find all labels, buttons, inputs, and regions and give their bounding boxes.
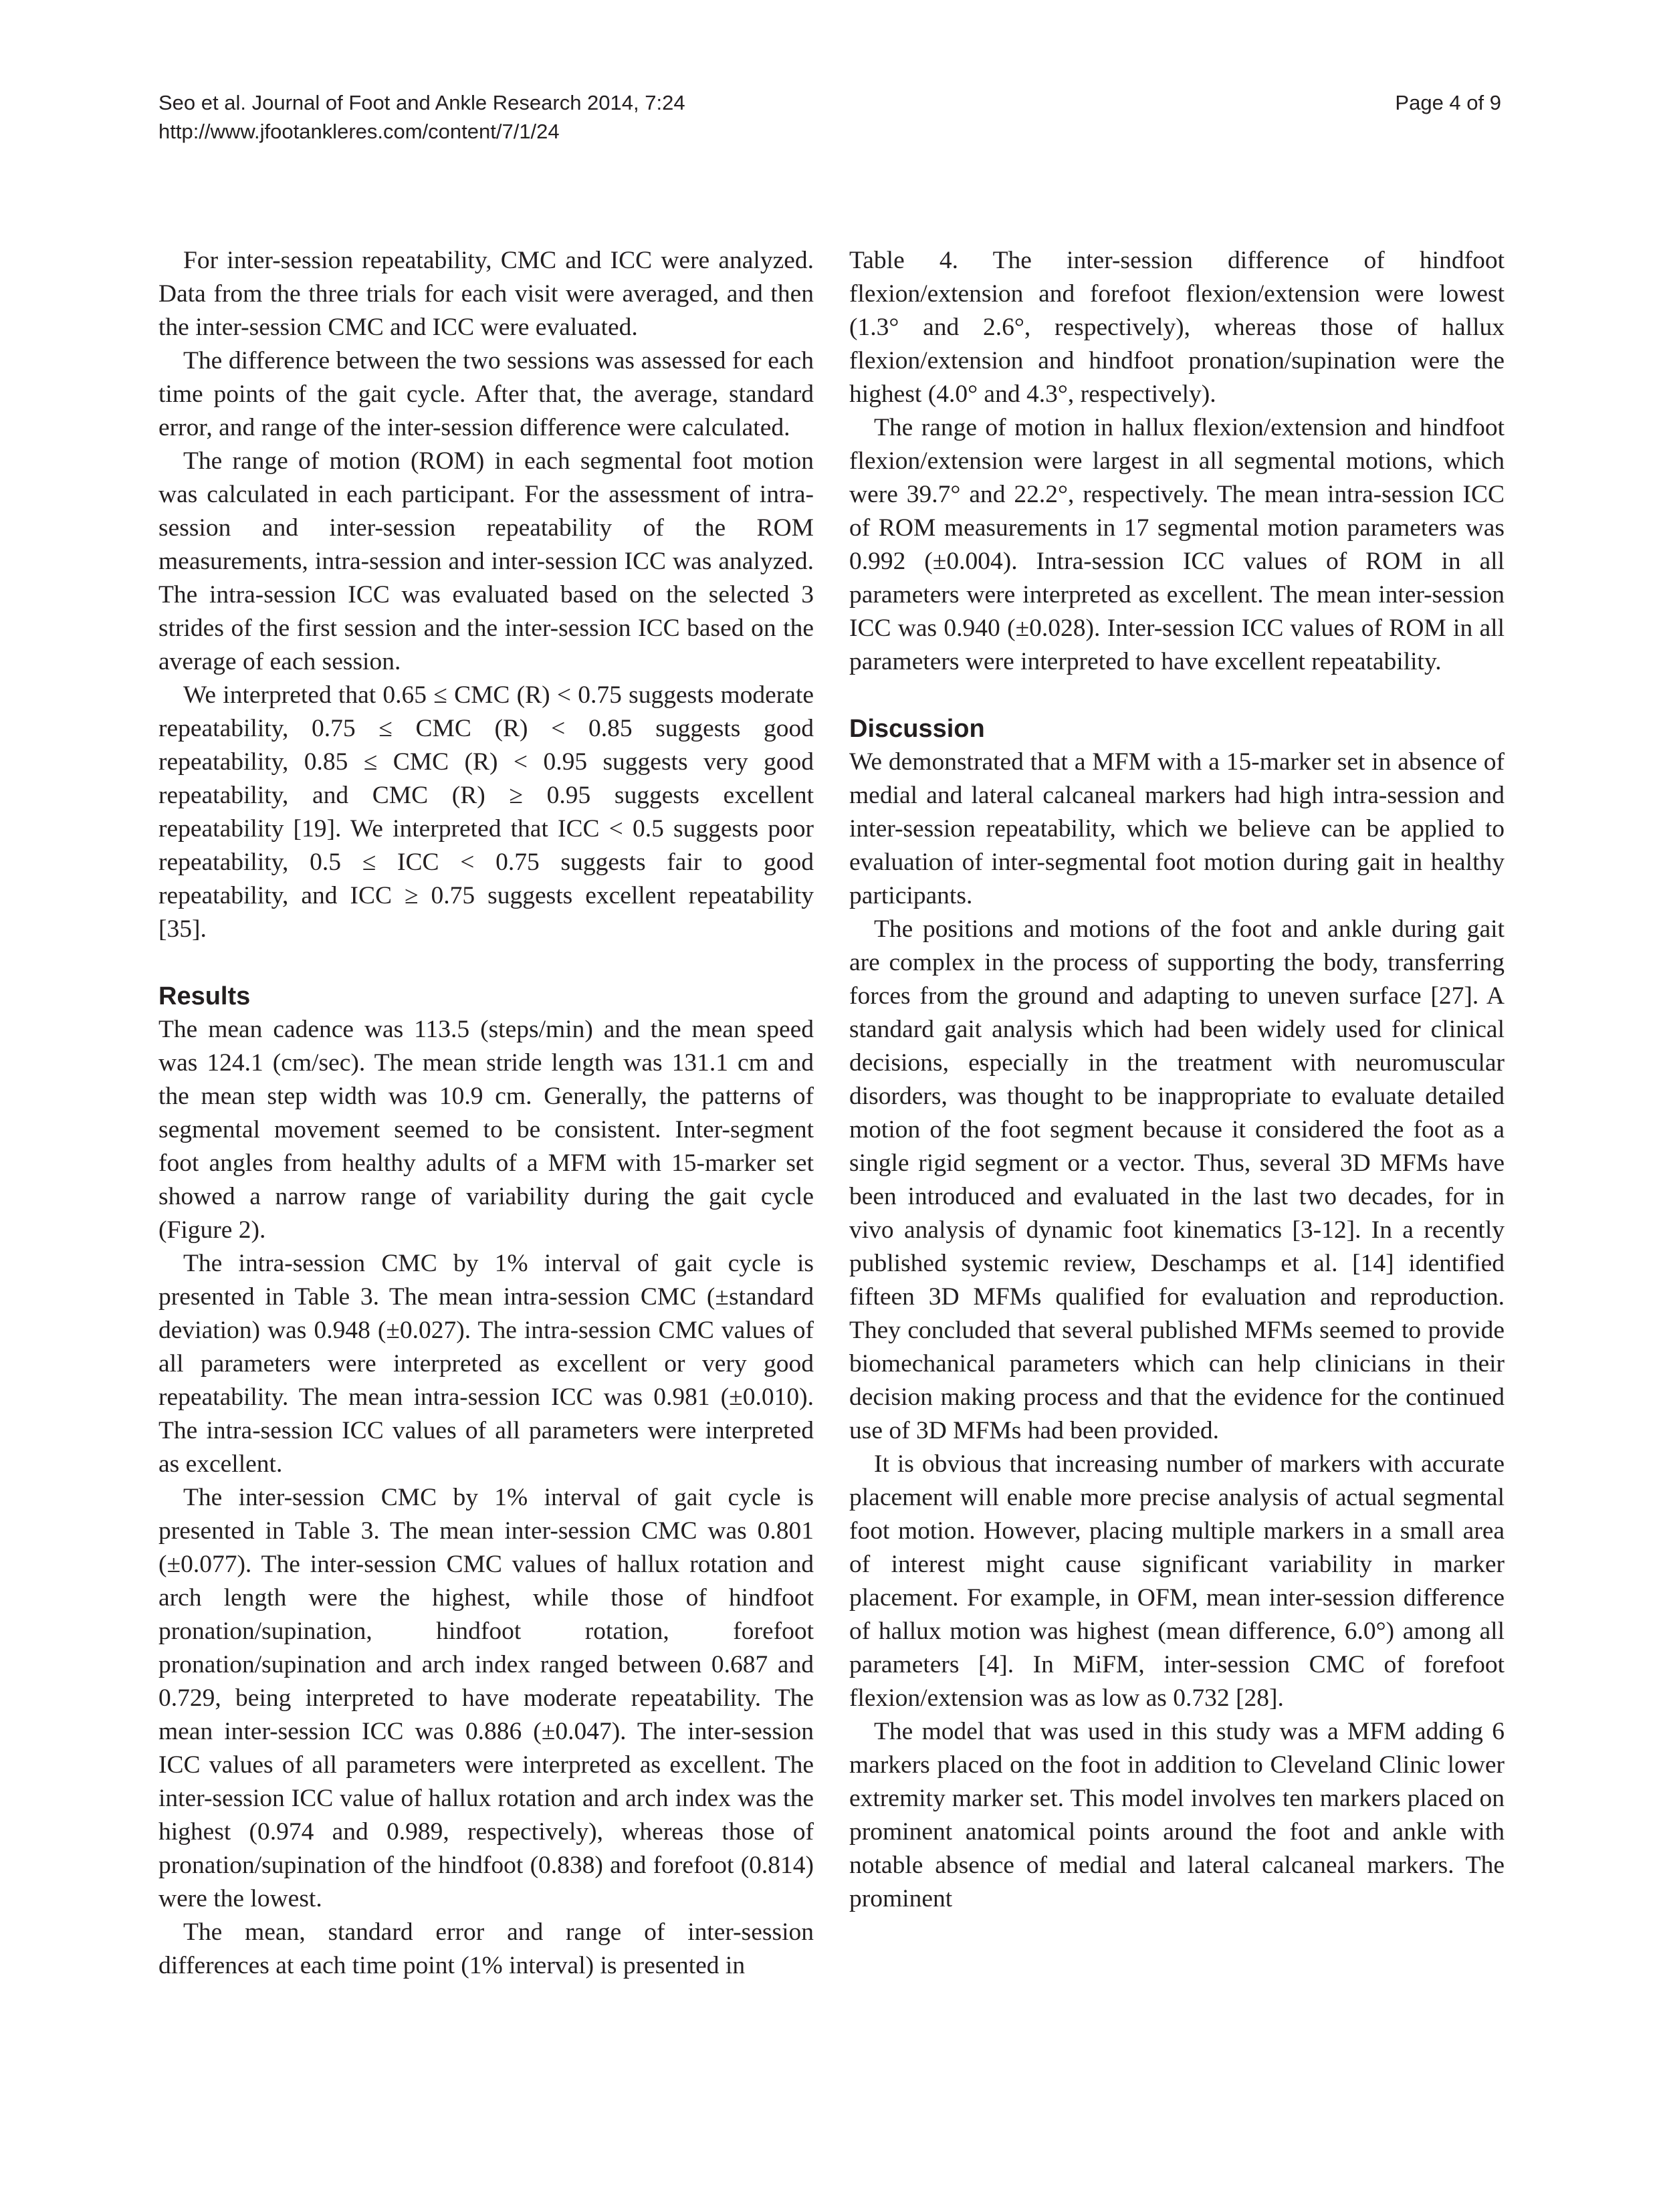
discussion-heading: Discussion bbox=[849, 715, 985, 743]
paragraph-discussion-summary: We demonstrated that a MFM with a 15-marker set in absence of medial and lateral calcaneal markers had high intra-session and inter-session repeatability, which we believe can be applied to evaluation of inter-segmental foot motion during gait in healthy participants. bbox=[849, 748, 1505, 909]
paragraph-session-difference: The difference between the two sessions was assessed for each time points of the gait cycle. After that, the average, standard error, and range of the inter-session difference were calculated. bbox=[158, 347, 814, 441]
results-heading: Results bbox=[158, 982, 251, 1010]
paragraph-results-cadence: The mean cadence was 113.5 (steps/min) and the mean speed was 124.1 (cm/sec). The mean stride length was 131.1 cm and the mean step width was 10.9 cm. Generally, the patterns of segmental movement seemed to be consistent. Inter-segment foot angles from healthy adults of a MFM with 15-marker set showed a narrow range of variability during the gait cycle (Figure 2). bbox=[158, 1016, 814, 1244]
journal-citation: Seo et al. Journal of Foot and Ankle Research 2014, 7:24 bbox=[158, 91, 685, 114]
right-column bbox=[849, 244, 1505, 1916]
left-column bbox=[158, 244, 814, 1983]
paragraph-results-inter-session: The inter-session CMC by 1% interval of gait cycle is presented in Table 3. The mean inter-session CMC was 0.801 (±0.077). The inter-session CMC values of hallux rotation and arch length were the highest, while those of hindfoot pronation/supination, hindfoot rotation, forefoot pronation/supination and arch index ranged between 0.687 and 0.729, being interpreted to have moderate repeatability. The mean inter-session ICC was 0.886 (±0.047). The inter-session ICC values of all parameters were interpreted as excellent. The inter-session ICC value of hallux rotation and arch index was the highest (0.974 and 0.989, respectively), whereas those of pronation/supination of the hindfoot (0.838) and forefoot (0.814) were the lowest. bbox=[158, 1484, 814, 1912]
section-gap bbox=[158, 946, 814, 980]
paragraph-rom: The range of motion (ROM) in each segmental foot motion was calculated in each participant. For the assessment of intra-session and inter-session repeatability of the ROM measurements, intra-session and inter-session ICC was analyzed. The intra-session ICC was evaluated based on the selected 3 strides of the first session and the inter-session ICC based on the average of each session. bbox=[158, 447, 814, 675]
paragraph-interpretation: We interpreted that 0.65 ≤ CMC (R) < 0.75 suggests moderate repeatability, 0.75 ≤ CMC (R) < 0.85 suggests good repeatability, 0.85 ≤ CMC (R) < 0.95 suggests very good repeatability, and CMC (R) ≥ 0.95 suggests excellent repeatability [19]. We interpreted that ICC < 0.5 suggests poor repeatability, 0.5 ≤ ICC < 0.75 suggests fair to good repeatability, and ICC ≥ 0.75 suggests excellent repeatability [35]. bbox=[158, 681, 814, 943]
paragraph-results-rom: The range of motion in hallux flexion/extension and hindfoot flexion/extension were largest in all segmental motions, which were 39.7° and 22.2°, respectively. The mean intra-session ICC of ROM measurements in 17 segmental motion parameters was 0.992 (±0.004). Intra-session ICC values of ROM in all parameters were interpreted as excellent. The mean inter-session ICC was 0.940 (±0.028). Inter-session ICC values of ROM in all parameters were interpreted to have excellent repeatability. bbox=[849, 414, 1505, 675]
paragraph-discussion-markers: It is obvious that increasing number of markers with accurate placement will enable more precise analysis of actual segmental foot motion. However, placing multiple markers in a small area of interest might cause significant variability in marker placement. For example, in OFM, mean inter-session difference of hallux motion was highest (mean difference, 6.0°) among all parameters [4]. In MiFM, inter-session CMC of forefoot flexion/extension was as low as 0.732 [28]. bbox=[849, 1450, 1505, 1712]
article-url[interactable]: http://www.jfootankleres.com/content/7/1/24 bbox=[158, 120, 560, 143]
section-gap bbox=[849, 679, 1505, 712]
paragraph-results-intra-session: The intra-session CMC by 1% interval of gait cycle is presented in Table 3. The mean intra-session CMC (±standard deviation) was 0.948 (±0.027). The intra-session CMC values of all parameters were interpreted as excellent or very good repeatability. The mean intra-session ICC was 0.981 (±0.010). The intra-session ICC values of all parameters were interpreted as excellent. bbox=[158, 1250, 814, 1478]
page-number: Page 4 of 9 bbox=[1395, 91, 1501, 114]
paragraph-results-differences-cont: Table 4. The inter-session difference of hindfoot flexion/extension and forefoot flexion/extension were lowest (1.3° and 2.6°, respectively), whereas those of hallux flexion/extension and hindfoot pronation/supination were the highest (4.0° and 4.3°, respectively). bbox=[849, 247, 1505, 408]
paragraph-discussion-background: The positions and motions of the foot and ankle during gait are complex in the process of supporting the body, transferring forces from the ground and adapting to uneven surface [27]. A standard gait analysis which had been widely used for clinical decisions, especially in the treatment with neuromuscular disorders, was thought to be inappropriate to evaluate detailed motion of the foot segment because it considered the foot as a single rigid segment or a vector. Thus, several 3D MFMs have been introduced and evaluated in the last two decades, for in vivo analysis of dynamic foot kinematics [3-12]. In a recently published systemic review, Deschamps et al. [14] identified fifteen 3D MFMs qualified for evaluation and reproduction. They concluded that several published MFMs seemed to provide biomechanical parameters which can help clinicians in their decision making process and that the evidence for the continued use of 3D MFMs had been provided. bbox=[849, 915, 1505, 1444]
paragraph-discussion-model: The model that was used in this study was a MFM adding 6 markers placed on the foot in addition to Cleveland Clinic lower extremity marker set. This model involves ten markers placed on prominent anatomical points around the foot and ankle with notable absence of medial and lateral calcaneal markers. The prominent bbox=[849, 1718, 1505, 1912]
paragraph-inter-session: For inter-session repeatability, CMC and ICC were analyzed. Data from the three trials for each visit were averaged, and then the inter-session CMC and ICC were evaluated. bbox=[158, 247, 814, 341]
paragraph-results-differences: The mean, standard error and range of inter-session differences at each time point (1% interval) is presented in bbox=[158, 1918, 814, 1979]
running-header bbox=[158, 88, 685, 146]
